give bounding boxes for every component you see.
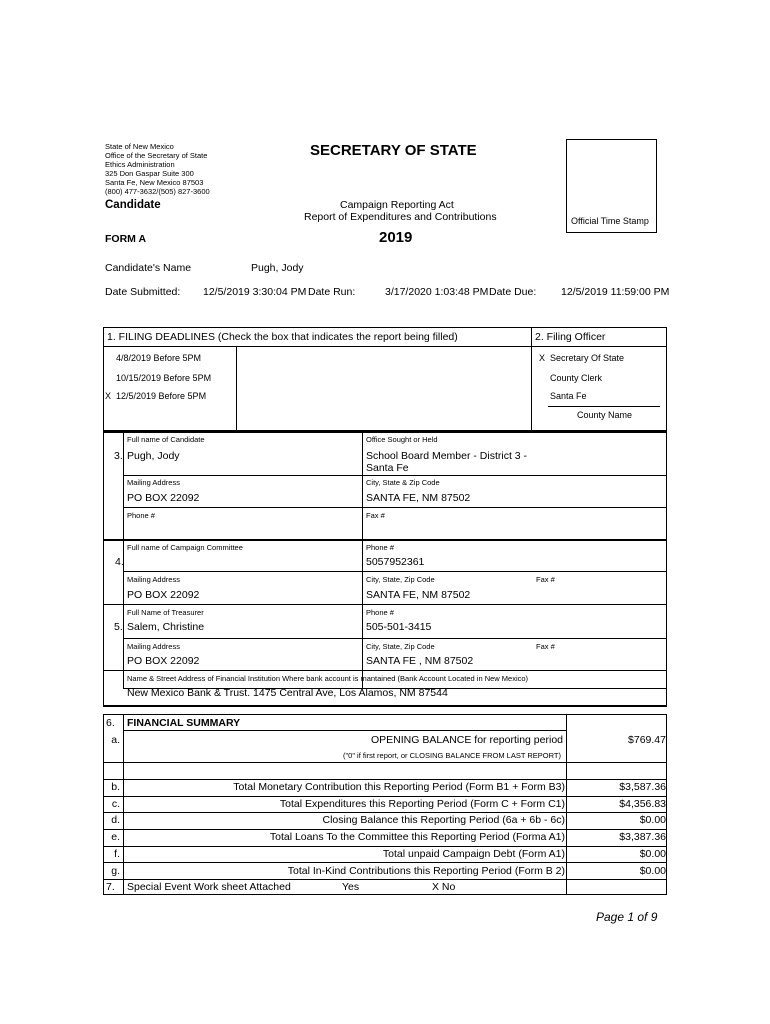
date-submitted-value: 12/5/2019 3:30:04 PM	[203, 286, 307, 298]
page-number: Page 1 of 9	[596, 910, 658, 924]
date-run-label: Date Run:	[308, 286, 356, 298]
field-label: City, State, Zip Code	[366, 642, 435, 651]
subtitle-act: Campaign Reporting Act	[340, 199, 454, 211]
field-label: Full Name of Treasurer	[127, 608, 204, 617]
committee-city-state-zip: SANTA FE, NM 87502	[366, 589, 471, 601]
section-6-number: 6.	[106, 717, 115, 729]
subtitle-report: Report of Expenditures and Contributions	[304, 211, 497, 223]
special-event-yes[interactable]: Yes	[342, 881, 360, 893]
officer-option: Secretary Of State	[550, 353, 625, 363]
row-value: $0.00	[639, 865, 666, 877]
field-label: Mailing Address	[127, 575, 180, 584]
field-label: Office Sought or Held	[366, 435, 438, 444]
officer-option: Santa Fe	[550, 391, 587, 401]
special-event-no[interactable]: X No	[432, 881, 456, 893]
office-value: School Board Member - District 3 -	[366, 450, 528, 462]
form-type: Candidate	[105, 199, 161, 211]
date-run-value: 3/17/2020 1:03:48 PM	[385, 286, 489, 298]
agency-line: 325 Don Gaspar Suite 300	[105, 169, 194, 178]
row-label: Closing Balance this Reporting Period (6a + 6b - 6c)	[322, 814, 565, 826]
deadline-option: 4/8/2019 Before 5PM	[116, 353, 202, 363]
agency-line: Santa Fe, New Mexico 87503	[105, 178, 204, 187]
officer-option: County Clerk	[550, 373, 603, 383]
treasurer-mailing-address: PO BOX 22092	[127, 655, 200, 667]
row-letter: a.	[111, 734, 120, 746]
row-letter: d.	[111, 814, 120, 826]
candidate-full-name: Pugh, Jody	[127, 450, 180, 462]
report-year: 2019	[379, 229, 413, 246]
row-letter: b.	[111, 781, 120, 793]
agency-line: (800) 477-3632/(505) 827-3600	[105, 187, 210, 196]
row-letter: g.	[111, 865, 120, 877]
page-title: SECRETARY OF STATE	[310, 142, 477, 159]
mailing-address: PO BOX 22092	[127, 492, 200, 504]
field-label: Fax #	[366, 511, 385, 520]
deadline-option: 10/15/2019 Before 5PM	[116, 373, 212, 383]
form-name: FORM A	[105, 233, 147, 245]
agency-block	[105, 142, 210, 196]
field-label: Fax #	[536, 575, 555, 584]
field-label: Fax #	[536, 642, 555, 651]
officer-mark[interactable]: X	[539, 353, 546, 363]
section-3-number: 3.	[114, 450, 123, 462]
treasurer-city-state-zip: SANTA FE , NM 87502	[366, 655, 474, 667]
row-value: $0.00	[639, 814, 666, 826]
field-label: Full name of Campaign Committee	[127, 543, 243, 552]
row-letter: f.	[114, 848, 120, 860]
opening-balance-label: OPENING BALANCE for reporting period	[371, 734, 563, 746]
field-label: Phone #	[366, 608, 394, 617]
candidate-name-value: Pugh, Jody	[251, 262, 304, 274]
row-value: $4,356.83	[619, 798, 666, 810]
filing-officer-header: 2. Filing Officer	[535, 331, 606, 343]
opening-balance-value: $769.47	[628, 734, 666, 746]
field-label: City, State, Zip Code	[366, 575, 435, 584]
treasurer-phone: 505-501-3415	[366, 621, 432, 633]
row-letter: e.	[111, 831, 120, 843]
section-5-number: 5.	[114, 621, 123, 633]
field-label: Full name of Candidate	[127, 435, 205, 444]
committee-mailing-address: PO BOX 22092	[127, 589, 200, 601]
field-label: Name & Street Address of Financial Institution Where bank account is mantained (Bank Account Located in New Mexico)	[127, 674, 529, 683]
bank-address: New Mexico Bank & Trust. 1475 Central Ave, Los Alamos, NM 87544	[127, 687, 448, 699]
agency-line: State of New Mexico	[105, 142, 174, 151]
time-stamp-label: Official Time Stamp	[571, 216, 649, 226]
date-submitted-label: Date Submitted:	[105, 286, 181, 298]
special-event-label: Special Event Work sheet Attached	[127, 881, 291, 893]
field-label: Phone #	[127, 511, 155, 520]
candidate-name-label: Candidate's Name	[105, 262, 192, 274]
section-4-number: 4.	[115, 556, 124, 568]
row-value: $3,387.36	[619, 831, 666, 843]
row-label: Total unpaid Campaign Debt (Form A1)	[382, 848, 565, 860]
deadline-option: 12/5/2019 Before 5PM	[116, 391, 207, 401]
field-label: City, State & Zip Code	[366, 478, 440, 487]
treasurer-name: Salem, Christine	[127, 621, 205, 633]
row-label: Total In-Kind Contributions this Reporting Period (Form B 2)	[287, 865, 565, 877]
row-label: Total Expenditures this Reporting Period (Form C + Form C1)	[279, 798, 565, 810]
row-label: Total Loans To the Committee this Reporting Period (Forma A1)	[269, 831, 565, 843]
city-state-zip: SANTA FE, NM 87502	[366, 492, 471, 504]
agency-line: Ethics Administration	[105, 160, 175, 169]
date-due-value: 12/5/2019 11:59:00 PM	[561, 286, 670, 298]
financial-summary-title: FINANCIAL SUMMARY	[127, 717, 241, 729]
section-7-number: 7.	[106, 881, 115, 893]
opening-balance-note: ("0" if first report, or CLOSING BALANCE FROM LAST REPORT)	[342, 751, 561, 760]
committee-phone: 5057952361	[366, 556, 425, 568]
office-value: Santa Fe	[366, 462, 409, 474]
row-label: Total Monetary Contribution this Reporting Period (Form B1 + Form B3)	[233, 781, 565, 793]
agency-line: Office of the Secretary of State	[105, 151, 208, 160]
field-label: Phone #	[366, 543, 394, 552]
date-due-label: Date Due:	[489, 286, 537, 298]
field-label: Mailing Address	[127, 642, 180, 651]
deadline-mark[interactable]: X	[105, 391, 112, 401]
filing-deadlines-header: 1. FILING DEADLINES (Check the box that indicates the report being filled)	[107, 331, 458, 343]
county-name-label: County Name	[577, 410, 633, 420]
field-label: Mailing Address	[127, 478, 180, 487]
row-letter: c.	[111, 798, 120, 810]
row-value: $0.00	[639, 848, 666, 860]
row-value: $3,587.36	[619, 781, 666, 793]
